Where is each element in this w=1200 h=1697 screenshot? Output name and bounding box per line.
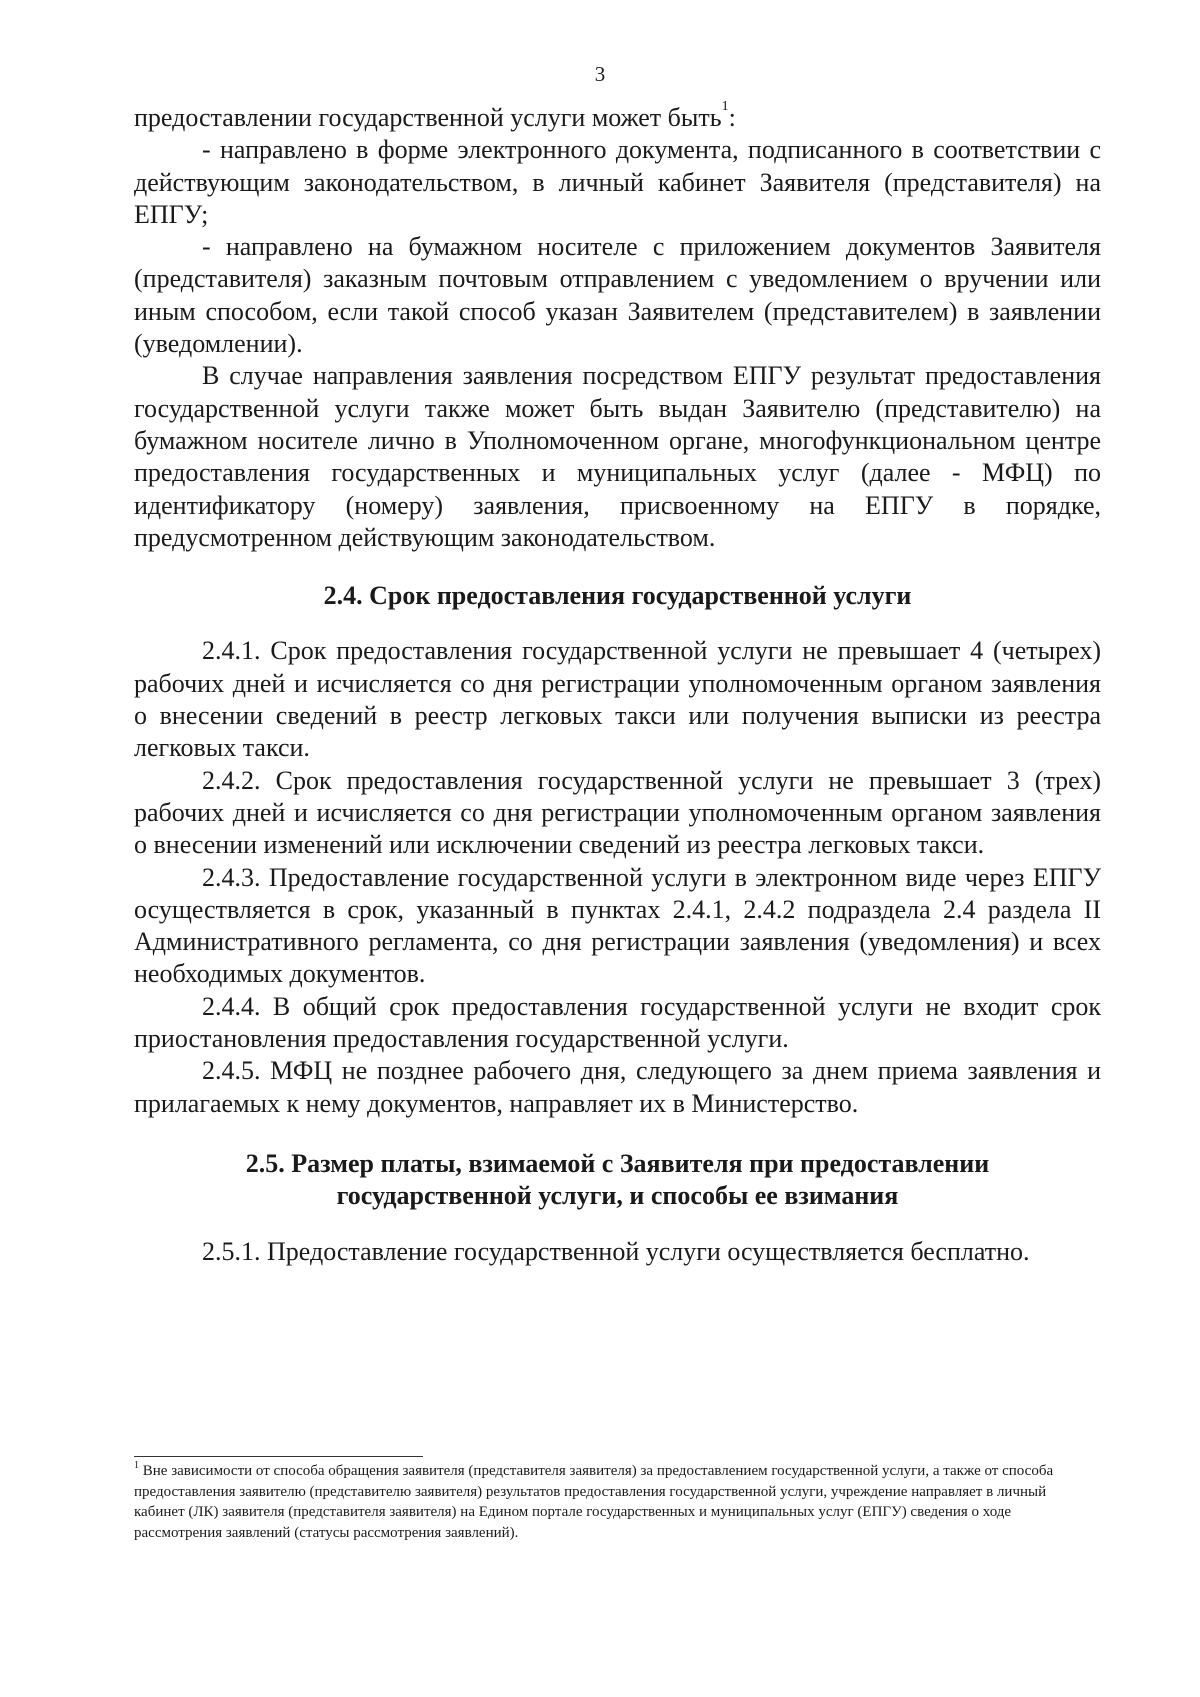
paragraph-intro [134, 99, 1101, 134]
section-heading-2-5 [134, 1148, 1101, 1213]
list-item-paper: - направлено на бумажном носителе с приложением документов Заявителя (представителя) заказным почтовым отправлением с уведомлением о вручении или иным способом, если такой способ указан Заявителем (представителем) в заявлении (уведомлении). [134, 232, 1101, 359]
section-heading-2-5-line2: государственной услуги, и способы ее взимания [336, 1181, 899, 1211]
paragraph-epgu-result: В случае направления заявления посредством ЕПГУ результат предоставления государственной услуги также может быть выдан Заявителю (представителю) на бумажном носителе лично в Уполномоченном органе, многофункциональном центре предоставления государственных и муниципальных услуг (далее - МФЦ) по идентификатору (номеру) заявления, присвоенному на ЕПГУ в порядке, предусмотренном действующим законодательством. [134, 361, 1101, 552]
clause-2-4-3: 2.4.3. Предоставление государственной услуги в электронном виде через ЕПГУ осуществляется в срок, указанный в пунктах 2.4.1, 2.4.2 подраздела 2.4 раздела II Административного регламента, со дня регистрации заявления (уведомления) и всех необходимых документов. [134, 862, 1101, 989]
section-heading-2-5-line1: 2.5. Размер платы, взимаемой с Заявителя при предоставлении [245, 1148, 990, 1178]
clause-2-4-4: 2.4.4. В общий срок предоставления государственной услуги не входит срок приостановления предоставления государственной услуги. [134, 991, 1101, 1054]
footnote-text: Вне зависимости от способа обращения заявителя (представителя заявителя) за предоставлением государственной услуги, а также от способа предоставления заявителю (представителю заявителя) результатов предоставления государственной услуги, учреждение направляет в личный кабинет (ЛК) заявителя (представителя заявителя) на Едином портале государственных и муниципальных услуг (ЕПГУ) сведения о ходе рассмотрения заявлений (статусы рассмотрения заявлений). [134, 1463, 1054, 1541]
footnote-reference: 1 [721, 99, 729, 114]
clause-2-4-1: 2.4.1. Срок предоставления государственной услуги не превышает 4 (четырех) рабочих дней и исчисляется со дня регистрации уполномоченным органом заявления о внесении сведений в реестр легковых такси или получения выписки из реестра легковых такси. [134, 636, 1101, 763]
section-heading-2-4: 2.4. Срок предоставления государственной услуги [323, 581, 912, 611]
document-body [134, 99, 1101, 1268]
list-item-electronic: - направлено в форме электронного документа, подписанного в соответствии с действующим законодательством, в личный кабинет Заявителя (представителя) на ЕПГУ; [134, 135, 1101, 229]
footnote-divider [134, 1456, 423, 1457]
paragraph-intro-text: предоставлении государственной услуги может быть [134, 103, 722, 132]
clause-2-4-2: 2.4.2. Срок предоставления государственной услуги не превышает 3 (трех) рабочих дней и исчисляется со дня регистрации уполномоченным органом заявления о внесении изменений или исключении сведений из реестра легковых такси. [134, 765, 1101, 860]
footnote-marker: 1 [134, 1460, 139, 1471]
paragraph-intro-tail: : [728, 103, 736, 132]
page-number: 3 [594, 62, 606, 86]
footnote [134, 1461, 1085, 1543]
clause-2-4-5: 2.4.5. МФЦ не позднее рабочего дня, следующего за днем приема заявления и прилагаемых к нему документов, направляет их в Министерство. [134, 1056, 1101, 1118]
clause-2-5-1: 2.5.1. Предоставление государственной услуги осуществляется бесплатно. [202, 1236, 1030, 1266]
